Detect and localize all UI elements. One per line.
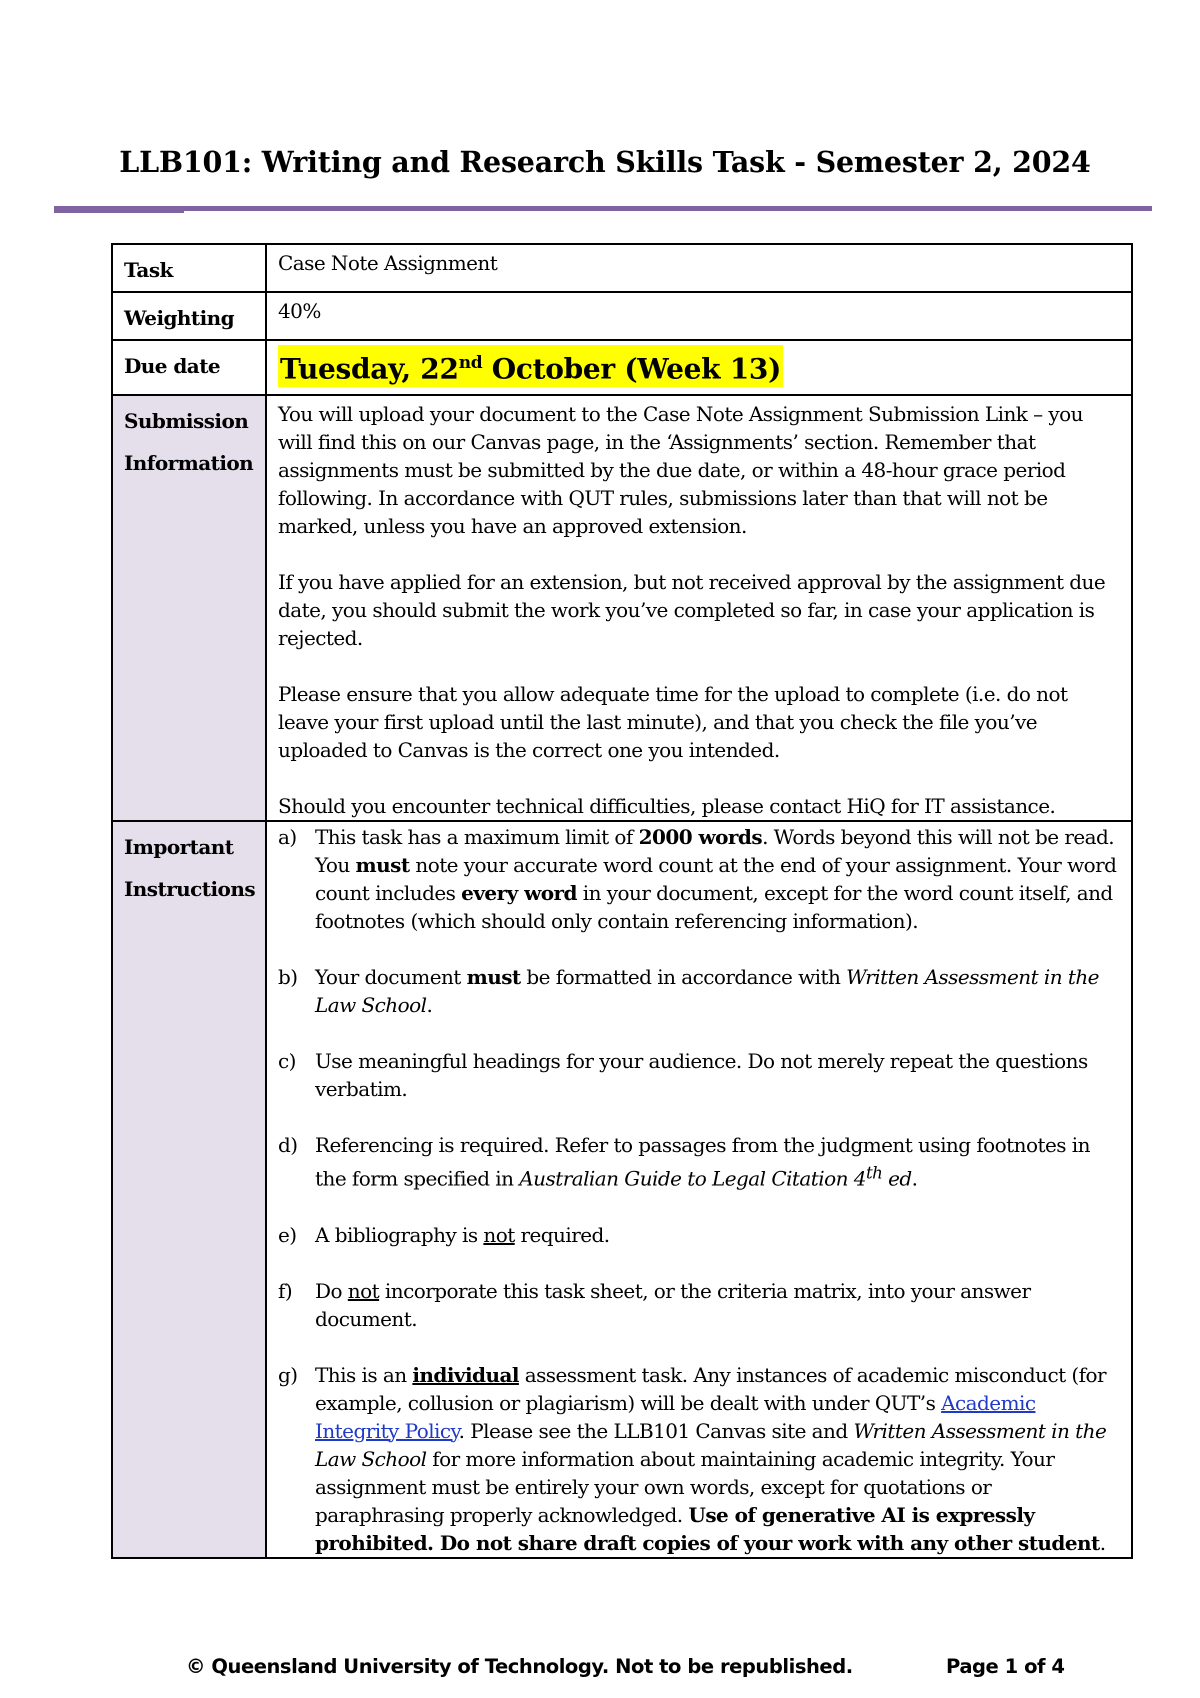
instruction-text: incorporate this task sheet, or the criteria matrix, into your answer document. xyxy=(315,1278,1031,1331)
footer-page-number: Page 1 of 4 xyxy=(946,1655,1065,1678)
instruction-bold: must xyxy=(466,965,521,989)
task-info-table xyxy=(111,243,1133,1559)
instruction-text: . xyxy=(426,993,433,1017)
list-marker: a) xyxy=(278,825,297,849)
instruction-text: Use meaningful headings for your audience. Do not merely repeat the questions verbatim. xyxy=(315,1049,1088,1101)
instructions-list-cell xyxy=(266,821,1132,1558)
due-date-day: Tuesday, 22 xyxy=(280,352,459,386)
instruction-italic: Written Assessment in the Law School xyxy=(315,965,1099,1017)
footer-copyright: © Queensland University of Technology. Not to be republished. xyxy=(186,1655,853,1678)
instruction-bold: Use of generative AI is expressly prohibited. Do not share draft copies of your work with any other student xyxy=(315,1502,1100,1555)
instruction-text: note your accurate word count at the end of your assignment. Your word count includes xyxy=(315,853,1117,905)
instruction-text: in your document, except for the word count itself, and footnotes (which should only contain referencing information). xyxy=(315,881,1113,933)
instruction-item-d xyxy=(278,1131,1121,1193)
instruction-item-e xyxy=(278,1221,1121,1249)
instruction-bold: 2000 words xyxy=(638,825,763,849)
instruction-text: be formatted in accordance with xyxy=(520,965,847,989)
instruction-item-a xyxy=(278,823,1121,935)
submission-info xyxy=(266,395,1132,821)
instruction-text: This is an xyxy=(315,1362,413,1387)
due-date-label: Due date xyxy=(112,340,266,395)
submission-paragraph: Should you encounter technical difficulties, please contact HiQ for IT assistance. xyxy=(278,794,1056,818)
instruction-underline: not xyxy=(483,1222,515,1247)
task-value: Case Note Assignment xyxy=(266,244,1132,292)
due-date-highlight xyxy=(278,345,783,387)
submission-paragraph: You will upload your document to the Case Note Assignment Submission Link – you will find this on our Canvas page, in the ‘Assignments’ section. Remember that assignments must be submitted by the due date, or within a 48-hour grace period following. In accordance with QUT rules, submissions later than that will not be marked, unless you have an approved extension. xyxy=(278,402,1083,538)
instruction-item-f xyxy=(278,1277,1121,1333)
instruction-text: This task has a maximum limit of xyxy=(315,825,639,849)
instruction-bold-underline: individual xyxy=(412,1362,519,1387)
instruction-text: Do xyxy=(315,1278,348,1303)
title-rule xyxy=(54,206,1152,211)
submission-label-line2: Information xyxy=(124,451,254,475)
instruction-item-c xyxy=(278,1047,1121,1103)
list-marker: c) xyxy=(278,1049,296,1073)
instruction-text: . xyxy=(911,1166,918,1191)
list-marker: f) xyxy=(278,1278,293,1303)
instruction-italic: Written Assessment in the Law School xyxy=(315,1418,1107,1471)
row-weighting xyxy=(112,292,1132,340)
instruction-text: . xyxy=(1099,1530,1106,1555)
instruction-underline: not xyxy=(347,1278,380,1303)
instruction-text: required. xyxy=(514,1222,610,1247)
instruction-text: . Words beyond this will not be read. You xyxy=(315,825,1115,877)
instructions-label-line2: Instructions xyxy=(124,877,256,901)
title-rule-accent xyxy=(54,211,184,213)
instruction-text: A bibliography is xyxy=(315,1222,484,1247)
instruction-item-g xyxy=(278,1361,1121,1557)
instruction-italic: ed xyxy=(882,1166,912,1191)
weighting-value: 40% xyxy=(266,292,1132,340)
row-due-date xyxy=(112,340,1132,395)
due-date-ordinal: nd xyxy=(458,353,483,373)
instruction-text: Your document xyxy=(315,965,467,989)
list-marker: d) xyxy=(278,1133,298,1157)
list-marker: b) xyxy=(278,965,298,989)
due-date-cell xyxy=(266,340,1132,395)
instructions-label-line1: Important xyxy=(124,835,234,859)
instructions-list xyxy=(278,823,1121,1557)
instruction-superscript: th xyxy=(865,1163,883,1182)
row-task xyxy=(112,244,1132,292)
due-date-rest: October (Week 13) xyxy=(482,352,782,386)
instructions-label xyxy=(112,821,266,1558)
instruction-text: Referencing is required. Refer to passages from the judgment using footnotes in the form specified in xyxy=(315,1133,1090,1191)
task-label: Task xyxy=(112,244,266,292)
list-marker: g) xyxy=(278,1362,298,1387)
weighting-label: Weighting xyxy=(112,292,266,340)
instruction-text: . Please see the LLB101 Canvas site and xyxy=(458,1418,854,1443)
instruction-item-b xyxy=(278,963,1121,1019)
submission-label-line1: Submission xyxy=(124,409,249,433)
instruction-text: for more information about maintaining academic integrity. Your assignment must be entirely your own words, except for quotations or paraphrasing properly acknowledged. xyxy=(315,1446,1055,1527)
instruction-bold: every word xyxy=(461,881,577,905)
academic-integrity-policy-link[interactable]: Academic Integrity Policy xyxy=(315,1390,1036,1443)
submission-paragraph: If you have applied for an extension, but not received approval by the assignment due date, you should submit the work you’ve completed so far, in case your application is rejected. xyxy=(278,570,1106,650)
row-instructions xyxy=(112,821,1132,1558)
instruction-text: assessment task. Any instances of academic misconduct (for example, collusion or plagiarism) will be dealt with under QUT’s xyxy=(315,1362,1107,1415)
submission-label xyxy=(112,395,266,821)
row-submission xyxy=(112,395,1132,821)
instruction-italic: Australian Guide to Legal Citation 4 xyxy=(519,1166,866,1191)
instruction-bold: must xyxy=(355,853,410,877)
list-marker: e) xyxy=(278,1222,297,1247)
submission-paragraph: Please ensure that you allow adequate time for the upload to complete (i.e. do not leave your first upload until the last minute), and that you check the file you’ve uploaded to Canvas is the correct one you intended. xyxy=(278,682,1068,762)
page-title: LLB101: Writing and Research Skills Task - Semester 2, 2024 xyxy=(119,145,1091,179)
